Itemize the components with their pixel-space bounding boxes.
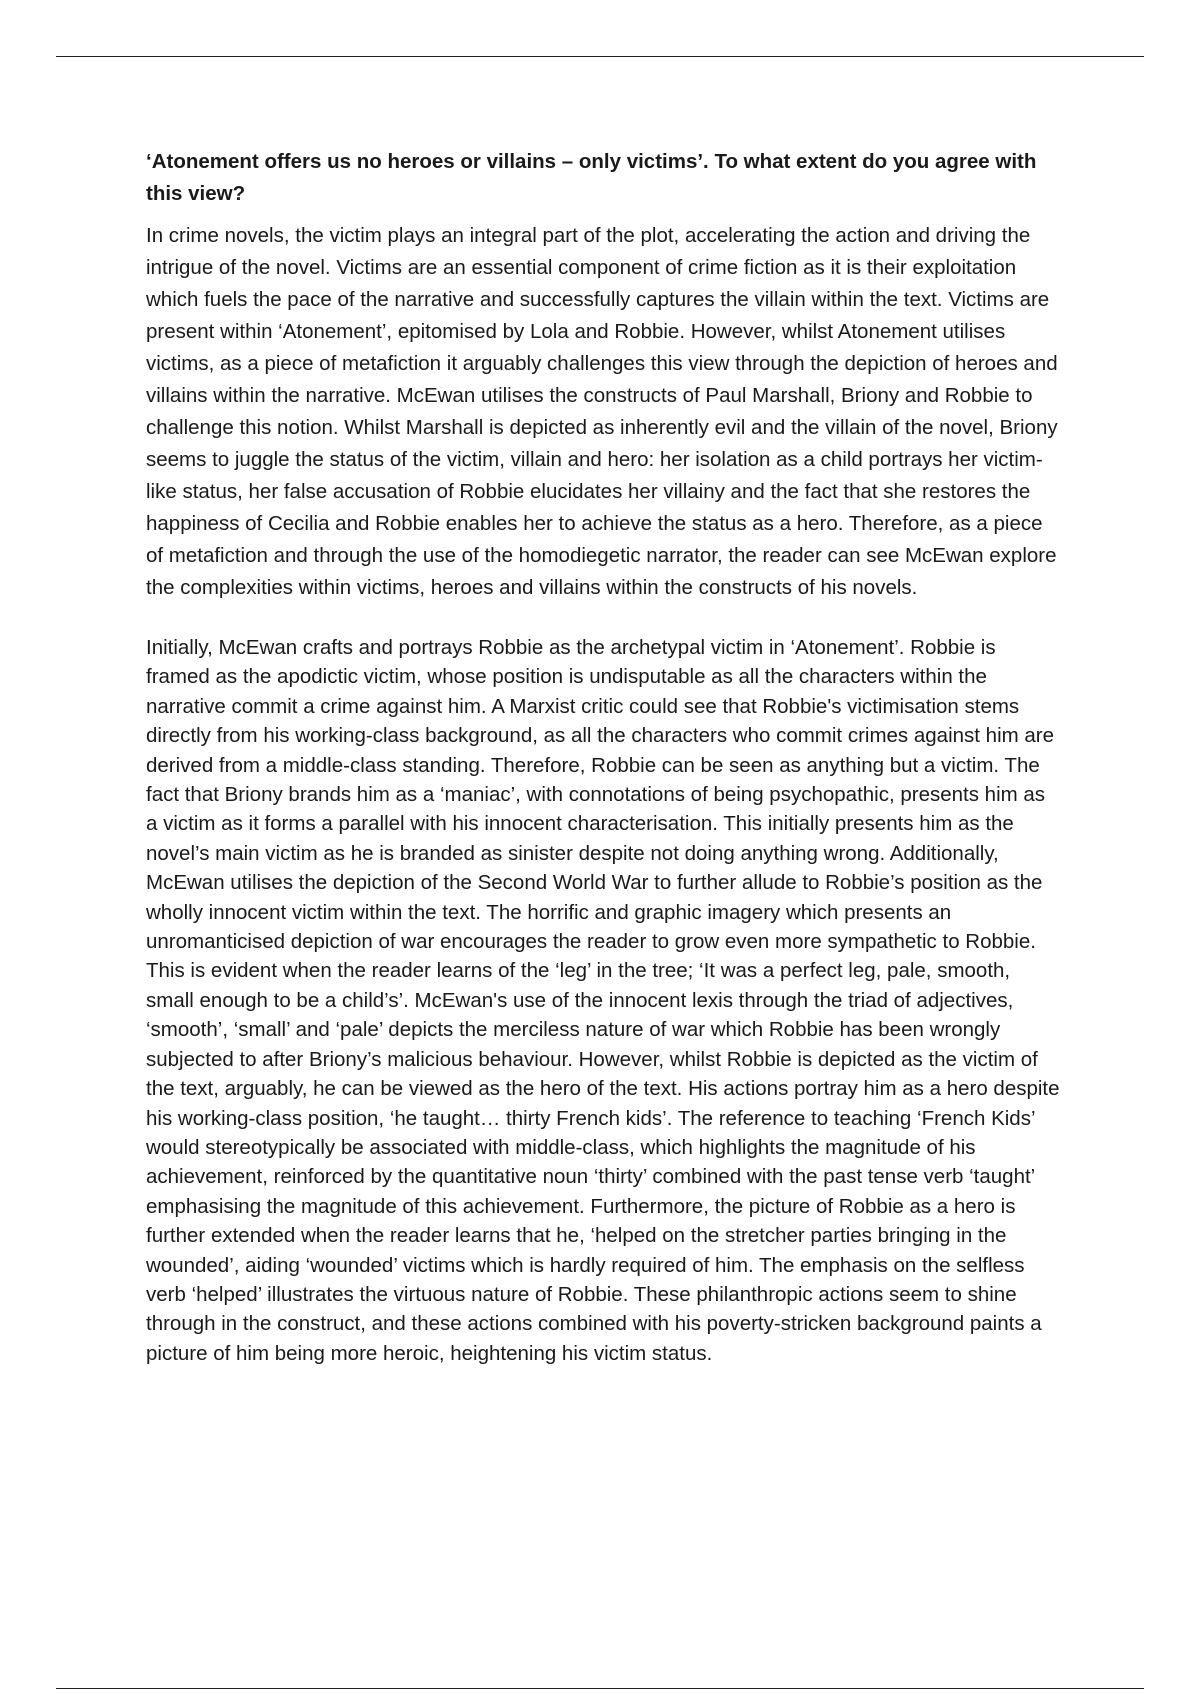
- top-rule: [56, 56, 1144, 57]
- essay-body: [146, 146, 1060, 1368]
- paragraph-robbie: Initially, McEwan crafts and portrays Robbie as the archetypal victim in ‘Atonement’. Robbie is framed as the apodictic victim, whose position is undisputable as all the characters within the narrative commit a crime against him. A Marxist critic could see that Robbie's victimisation stems directly from his working-class background, as all the characters who commit crimes against him are derived from a middle-class standing. Therefore, Robbie can be seen as anything but a victim. The fact that Briony brands him as a ‘maniac’, with connotations of being psychopathic, presents him as a victim as it forms a parallel with his innocent characterisation. This initially presents him as the novel’s main victim as he is branded as sinister despite not doing anything wrong. Additionally, McEwan utilises the depiction of the Second World War to further allude to Robbie’s position as the wholly innocent victim within the text. The horrific and graphic imagery which presents an unromanticised depiction of war encourages the reader to grow even more sympathetic to Robbie. This is evident when the reader learns of the ‘leg’ in the tree; ‘It was a perfect leg, pale, smooth, small enough to be a child’s’. McEwan's use of the innocent lexis through the triad of adjectives, ‘smooth’, ‘small’ and ‘pale’ depicts the merciless nature of war which Robbie has been wrongly subjected to after Briony’s malicious behaviour. However, whilst Robbie is depicted as the victim of the text, arguably, he can be viewed as the hero of the text. His actions portray him as a hero despite his working-class position, ‘he taught… thirty French kids’. The reference to teaching ‘French Kids’ would stereotypically be associated with middle-class, which highlights the magnitude of his achievement, reinforced by the quantitative noun ‘thirty’ combined with the past tense verb ‘taught’ emphasising the magnitude of this achievement. Furthermore, the picture of Robbie as a hero is further extended when the reader learns that he, ‘helped on the stretcher parties bringing in the wounded’, aiding ‘wounded’ victims which is hardly required of him. The emphasis on the selfless verb ‘helped’ illustrates the virtuous nature of Robbie. These philanthropic actions seem to shine through in the construct, and these actions combined with his poverty-stricken background paints a picture of him being more heroic, heightening his victim status.: [146, 636, 1060, 1365]
- bottom-rule: [56, 1688, 1144, 1689]
- essay-title: ‘Atonement offers us no heroes or villains – only victims’. To what extent do you agree with this view?: [146, 150, 1037, 205]
- paragraph-introduction: In crime novels, the victim plays an integral part of the plot, accelerating the action and driving the intrigue of the novel. Victims are an essential component of crime fiction as it is their exploitation which fuels the pace of the narrative and successfully captures the villain within the text. Victims are present within ‘Atonement’, epitomised by Lola and Robbie. However, whilst Atonement utilises victims, as a piece of metafiction it arguably challenges this view through the depiction of heroes and villains within the narrative. McEwan utilises the constructs of Paul Marshall, Briony and Robbie to challenge this notion. Whilst Marshall is depicted as inherently evil and the villain of the novel, Briony seems to juggle the status of the victim, villain and hero: her isolation as a child portrays her victim-like status, her false accusation of Robbie elucidates her villainy and the fact that she restores the happiness of Cecilia and Robbie enables her to achieve the status as a hero. Therefore, as a piece of metafiction and through the use of the homodiegetic narrator, the reader can see McEwan explore the complexities within victims, heroes and villains within the constructs of his novels.: [146, 224, 1058, 599]
